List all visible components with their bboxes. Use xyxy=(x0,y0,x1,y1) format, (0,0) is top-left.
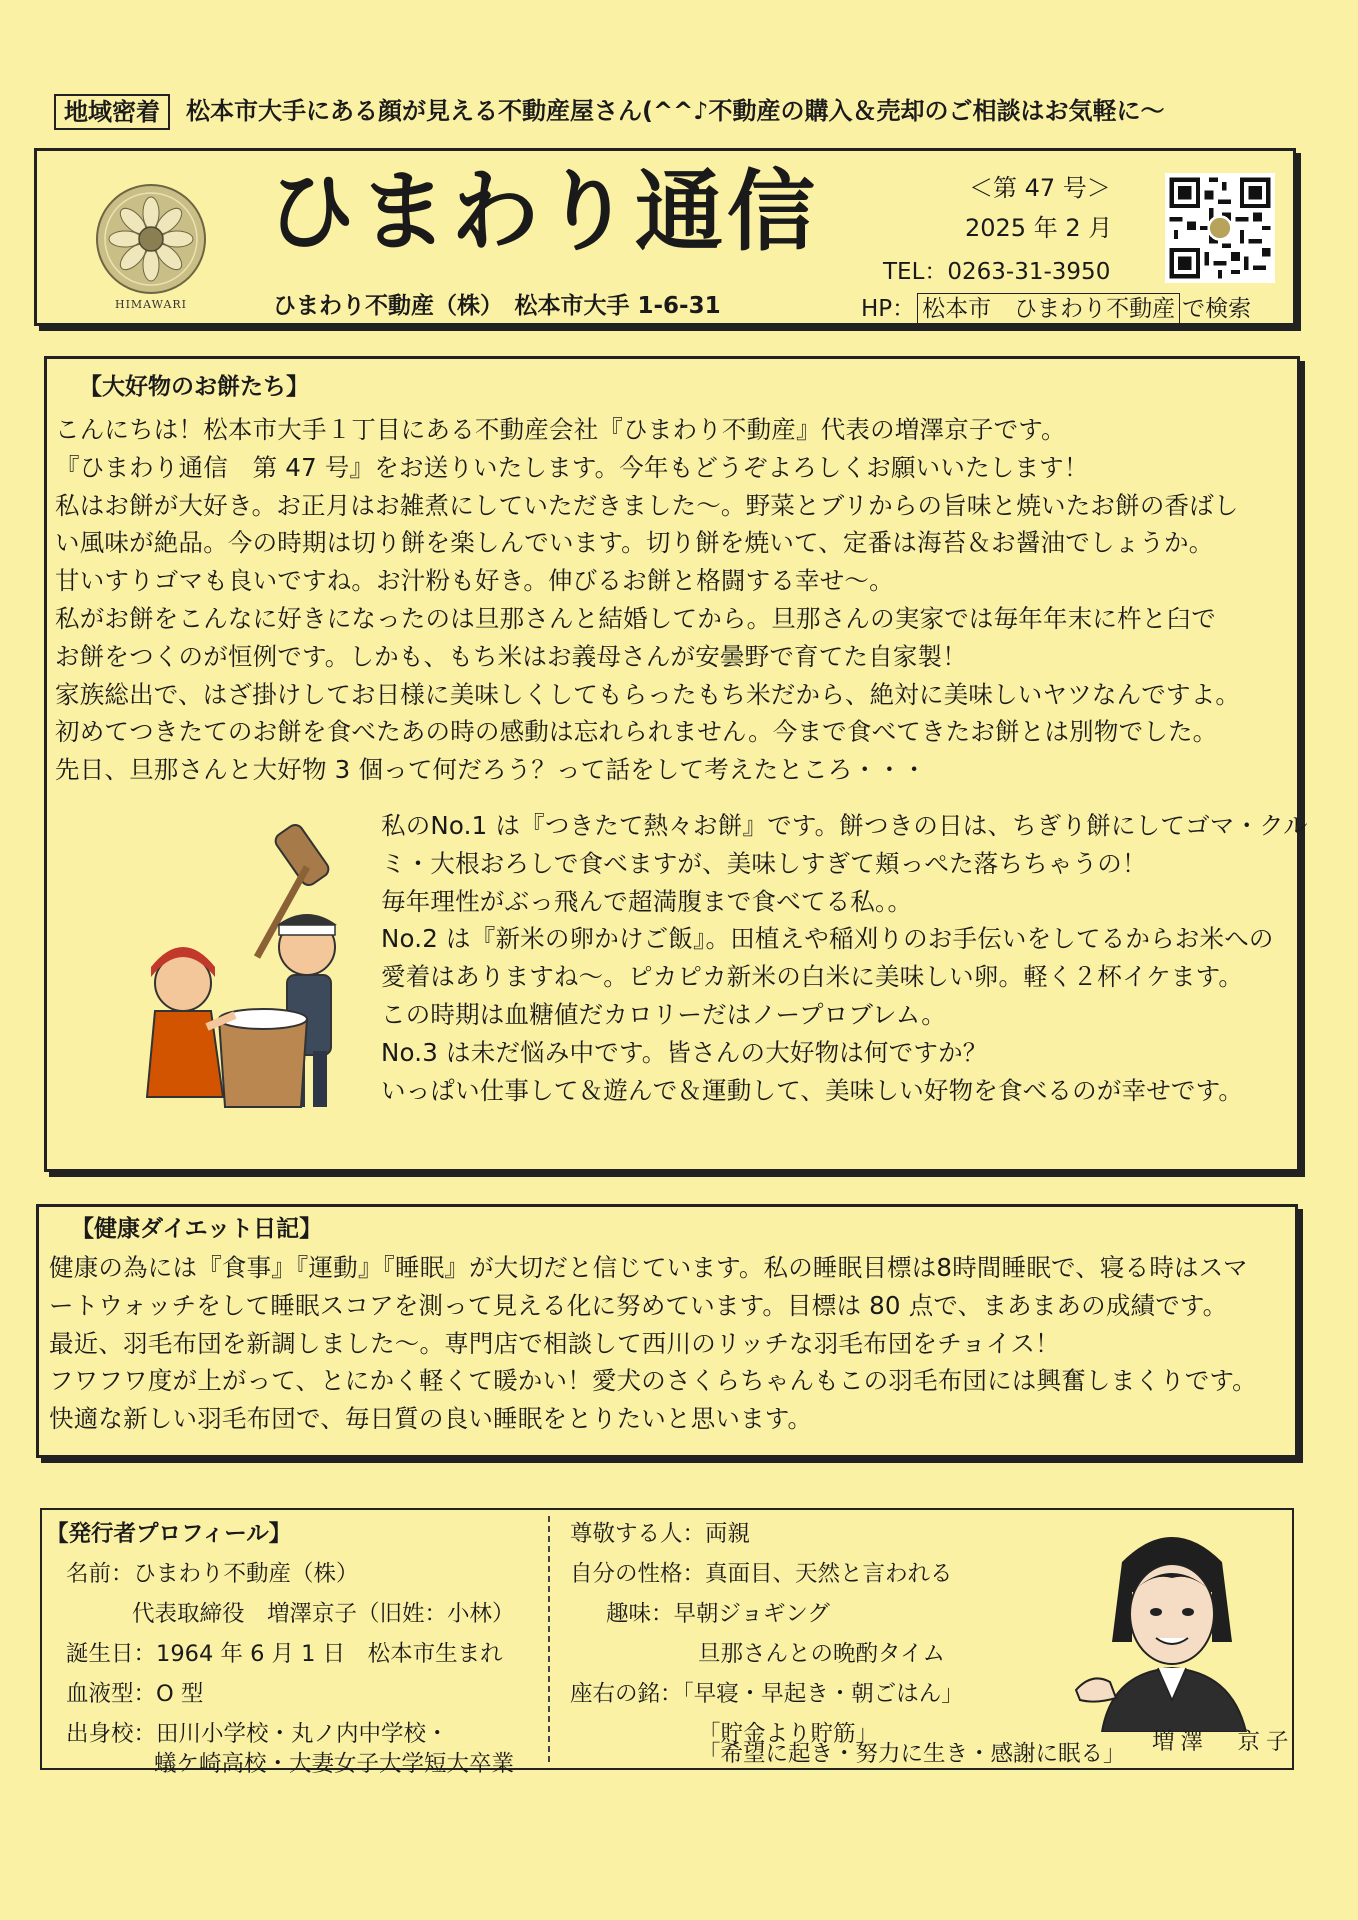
body-line: 快適な新しい羽毛布団で、毎日質の良い睡眠をとりたいと思います。 xyxy=(49,1404,813,1434)
body-line: い風味が絶品。今の時期は切り餅を楽しんでいます。切り餅を焼いて、定番は海苔＆お醤油でしょうか。 xyxy=(55,528,1214,558)
publisher-portrait-illustration xyxy=(1062,1522,1272,1732)
body-line: お餅をつくのが恒例です。しかも、もち米はお義母さんが安曇野で育てた自家製！ xyxy=(55,641,967,671)
homepage-search xyxy=(861,293,1251,325)
body-line: 毎年理性がぶっ飛んで超満腹まで食べてる私。。 xyxy=(381,886,913,916)
body-line: フワフワ度が上がって、とにかく軽くて暖かい！愛犬のさくらちゃんもこの羽毛布団には興奮しまくりです。 xyxy=(49,1366,1257,1396)
publisher-signature: 増澤 京子 xyxy=(1152,1729,1295,1755)
body-line: いっぱい仕事して＆遊んで＆運動して、美味しい好物を食べるのが幸せです。 xyxy=(381,1075,1244,1105)
body-line: ミ・大根おろしで食べますが、美味しすぎて頬っぺた落ちちゃうの！ xyxy=(381,848,1147,878)
profile-respect: 尊敬する人：両親 xyxy=(570,1521,751,1547)
body-line: この時期は血糖値だカロリーだはノープロブレム。 xyxy=(381,999,946,1029)
section-body xyxy=(49,1249,1257,1438)
body-line: 私はお餅が大好き。お正月はお雑煮にしていただきました～。野菜とブリからの旨味と焼いたお餅の香ばし xyxy=(55,490,1239,520)
qr-code-icon xyxy=(1165,173,1275,283)
profile-divider xyxy=(548,1516,550,1762)
company-address: ひまわり不動産（株） 松本市大手 1-6-31 xyxy=(273,293,721,319)
hp-search-terms: 松本市 ひまわり不動産 xyxy=(917,293,1180,325)
profile-personality: 自分の性格：真面目、天然と言われる xyxy=(570,1561,953,1587)
profile-school: 出身校：田川小学校・丸ノ内中学校・ xyxy=(66,1721,449,1747)
issue-number: ＜第 47 号＞ xyxy=(969,174,1111,202)
tagline: 松本市大手にある顔が見える不動産屋さん(^^♪不動産の購入＆売却のご相談はお気軽に～ xyxy=(186,97,1165,125)
hp-search-suffix: で検索 xyxy=(1182,296,1252,322)
top-three-favorites xyxy=(381,807,1308,1109)
body-line: ートウォッチをして睡眠スコアを測って見える化に努めています。目標は 80 点で、まあまあの成績です。 xyxy=(49,1290,1228,1320)
profile-motto-2: 「貯金より貯筋」 xyxy=(698,1721,879,1747)
profile-heading: 【発行者プロフィール】 xyxy=(46,1521,292,1547)
body-line: 最近、羽毛布団を新調しました～。専門店で相談して西川のリッチな羽毛布団をチョイス！ xyxy=(49,1328,1060,1358)
profile-school-cont: 蟻ケ崎高校・大妻女子大学短大卒業 xyxy=(154,1751,515,1777)
body-line: こんにちは！松本市大手１丁目にある不動産会社『ひまわり不動産』代表の増澤京子です。 xyxy=(55,415,1066,444)
body-line: 健康の為には『食事』『運動』『睡眠』が大切だと信じています。私の睡眠目標は8時間睡眠で、寝る時はスマ xyxy=(49,1253,1248,1282)
publisher-profile xyxy=(40,1508,1295,1777)
body-line: 愛着はありますね～。ピカピカ新米の白米に美味しい卵。軽く２杯イケます。 xyxy=(381,962,1244,992)
health-diet-section xyxy=(36,1204,1298,1458)
newsletter-header xyxy=(34,148,1296,326)
favorite-mochi-section xyxy=(44,356,1308,1172)
body-line: 私がお餅をこんなに好きになったのは旦那さんと結婚してから。旦那さんの実家では毎年年末に杵と臼で xyxy=(55,603,1216,633)
body-line: No.2 は『新米の卵かけご飯』。田植えや稲刈りのお手伝いをしてるからお米への xyxy=(381,924,1274,954)
body-line: 私のNo.1 は『つきたて熱々お餅』です。餅つきの日は、ちぎり餅にしてゴマ・クル xyxy=(381,811,1308,840)
profile-birthday: 誕生日：1964 年 6 月 1 日 松本市生まれ xyxy=(66,1641,503,1667)
section-heading: 【大好物のお餅たち】 xyxy=(79,374,309,400)
body-line: 先日、旦那さんと大好物 3 個って何だろう？って話をして考えたところ・・・ xyxy=(55,755,927,785)
body-line: 初めてつきたてのお餅を食べたあの時の感動は忘れられません。今まで食べてきたお餅とは別物でした。 xyxy=(55,717,1218,747)
issue-date: 2025 年 2 月 xyxy=(965,214,1113,242)
profile-motto-3: 「希望に起き・努力に生き・感謝に眠る」 xyxy=(698,1741,1126,1767)
newsletter-title: ひまわり通信 xyxy=(267,160,820,263)
body-line: 家族総出で、はざ掛けしてお日様に美味しくしてもらったもち米だから、絶対に美味しいヤツなんですよ。 xyxy=(55,679,1241,709)
sunflower-logo-icon xyxy=(95,183,207,295)
section-heading: 【健康ダイエット日記】 xyxy=(71,1216,323,1242)
region-tag: 地域密着 xyxy=(54,94,170,130)
profile-name: 名前：ひまわり不動産（株） xyxy=(66,1561,359,1587)
profile-hobby: 趣味：早朝ジョギング xyxy=(606,1601,830,1627)
profile-motto: 座右の銘：「早寝・早起き・朝ごはん」 xyxy=(570,1681,964,1707)
logo-caption: HIMAWARI xyxy=(114,298,188,311)
profile-representative: 代表取締役 増澤京子（旧姓：小林） xyxy=(132,1601,515,1627)
body-line: No.3 は未だ悩み中です。皆さんの大好物は何ですか？ xyxy=(381,1037,988,1067)
body-line: 『ひまわり通信 第 47 号』をお送りいたします。今年もどうぞよろしくお願いいたします！ xyxy=(55,452,1089,482)
hp-label: HP： xyxy=(861,296,916,322)
profile-blood-type: 血液型：O 型 xyxy=(66,1681,204,1707)
profile-hobby-cont: 旦那さんとの晩酌タイム xyxy=(698,1641,946,1667)
body-line: 甘いすりゴマも良いですね。お汁粉も好き。伸びるお餅と格闘する幸せ～。 xyxy=(55,566,894,596)
section-body xyxy=(55,411,1240,789)
mochi-pounding-illustration xyxy=(127,807,377,1127)
phone-number: TEL：0263-31-3950 xyxy=(883,259,1111,285)
